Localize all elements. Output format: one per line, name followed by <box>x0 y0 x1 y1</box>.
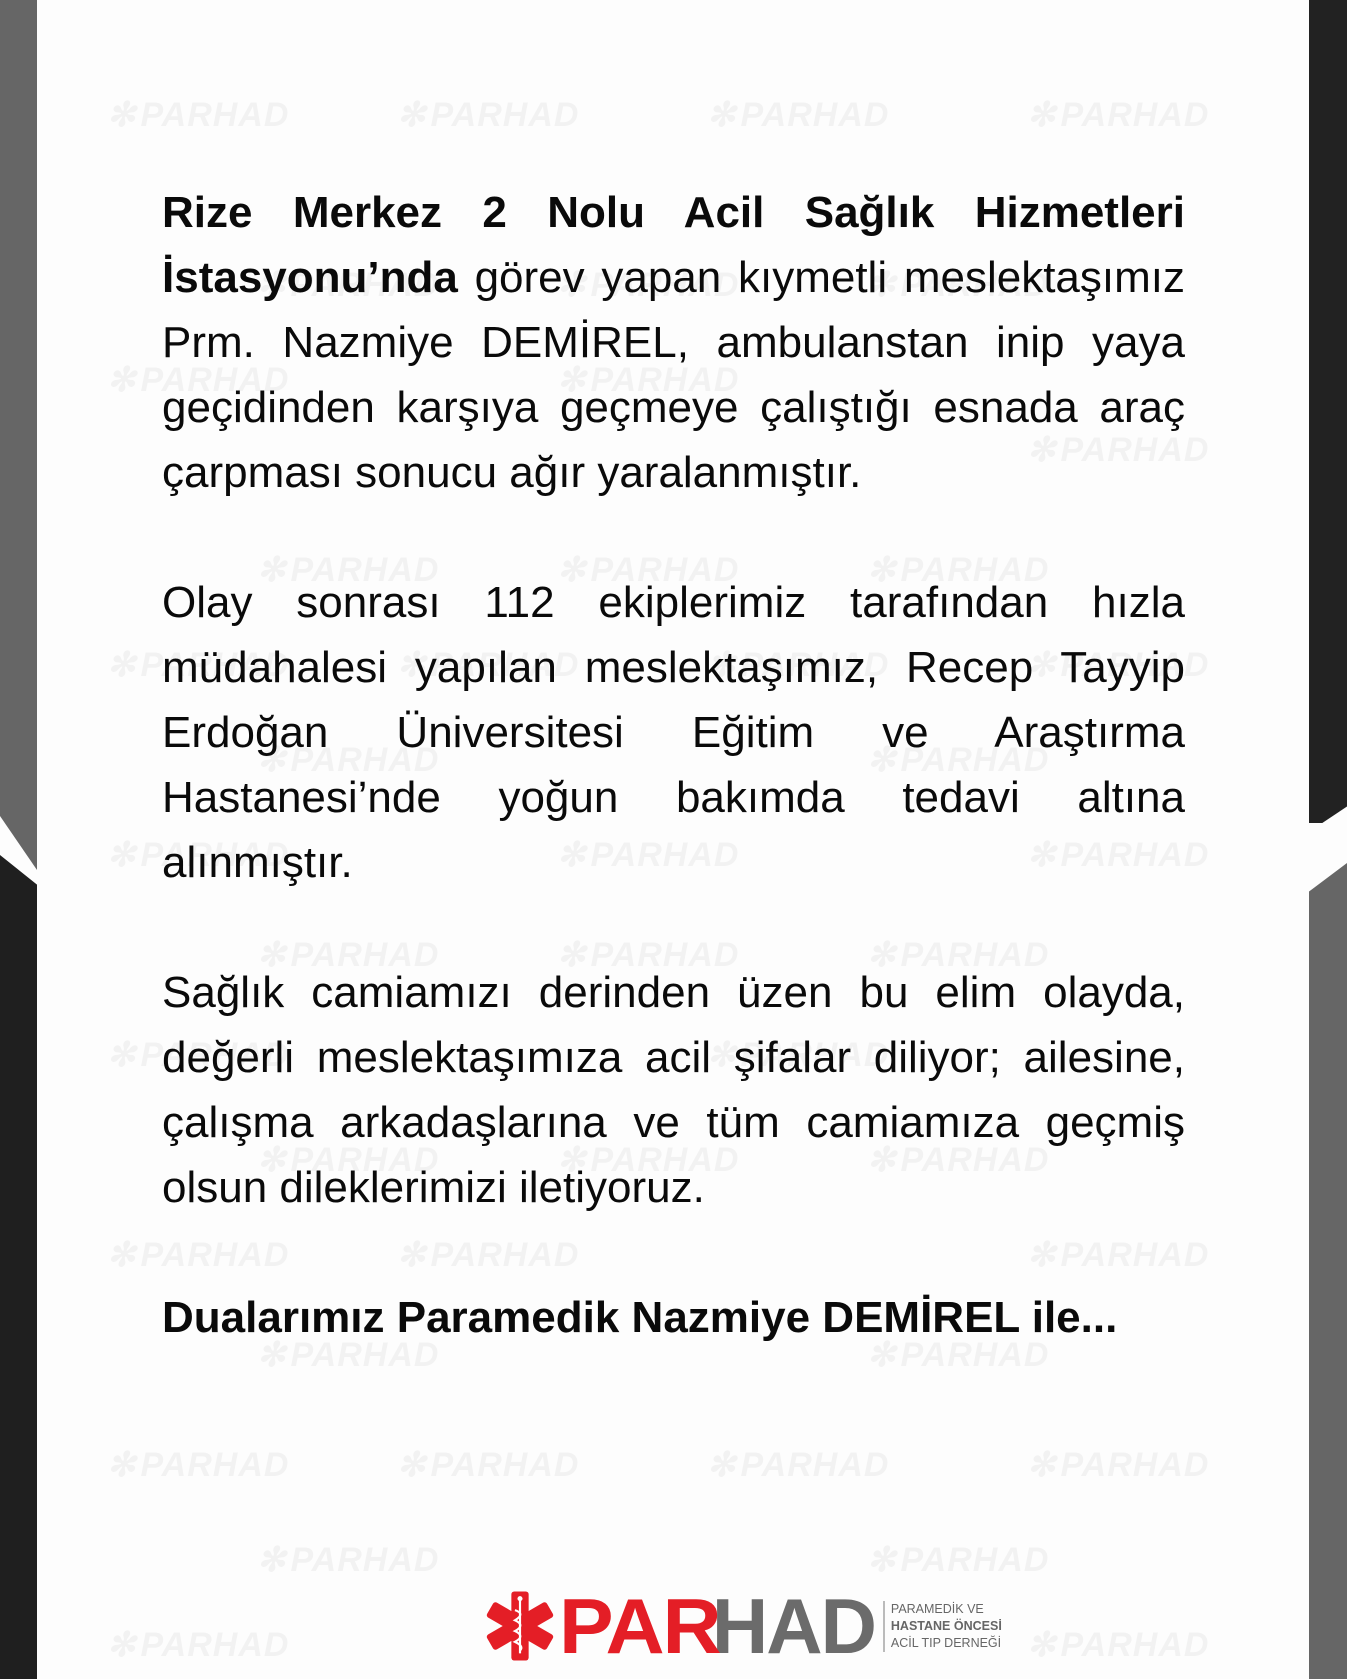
watermark-logo <box>257 1540 439 1580</box>
paragraph-incident <box>162 180 1185 505</box>
paragraph-incident-text: görev yapan kıymetli meslektaşımız Prm. Nazmiye DEMİREL, ambulanstan inip yaya geçidinden karşıya geçmeye çalıştığı esnada araç çarpması sonucu ağır yaralanmıştır. <box>162 253 1185 497</box>
frame-right-border <box>1309 0 1347 1679</box>
frame-right-bottom <box>1309 863 1347 1679</box>
watermark-logo <box>397 95 579 135</box>
logo-subtitle-line2: HASTANE ÖNCESİ <box>890 1618 1002 1633</box>
star-of-life-icon <box>483 1590 557 1662</box>
watermark-logo <box>867 1540 1049 1580</box>
announcement-body <box>162 180 1185 1350</box>
closing-line: Dualarımız Paramedik Nazmiye DEMİREL ile... <box>162 1293 1118 1342</box>
watermark-logo <box>1027 95 1209 135</box>
watermark-logo <box>107 1625 289 1665</box>
frame-right-top <box>1309 0 1347 823</box>
logo-subtitle <box>883 1601 1002 1652</box>
watermark-logo <box>107 1445 289 1485</box>
frame-left-border <box>0 0 37 1679</box>
paragraph-treatment: Olay sonrası 112 ekiplerimiz tarafından hızla müdahalesi yapılan meslektaşımız, Recep Tayyip Erdoğan Üniversitesi Eğitim ve Araştırma Hastanesi’nde yoğun bakımda tedavi altına alınmıştır. <box>162 578 1185 887</box>
watermark-logo <box>707 1445 889 1485</box>
paragraph-wishes: Sağlık camiamızı derinden üzen bu elim olayda, değerli meslektaşımıza acil şifalar diliyor; ailesine, çalışma arkadaşlarına ve tüm camiamıza geçmiş olsun dileklerimizi iletiyoruz. <box>162 968 1185 1212</box>
parhad-logo <box>483 1582 1002 1670</box>
watermark-logo <box>1027 1445 1209 1485</box>
watermark-logo <box>397 1445 579 1485</box>
logo-brand-par: PAR <box>559 1582 720 1670</box>
watermark-logo <box>107 95 289 135</box>
watermark-logo <box>1027 1625 1209 1665</box>
watermark-logo <box>707 95 889 135</box>
logo-brand-had: HAD <box>711 1582 875 1670</box>
logo-subtitle-line3: ACİL TIP DERNEĞİ <box>890 1635 1002 1650</box>
station-name: Rize Merkez 2 Nolu Acil Sağlık Hizmetleri İstasyonu’nda <box>162 188 1185 302</box>
frame-left-bottom <box>0 855 37 1679</box>
frame-left-top <box>0 0 37 870</box>
logo-subtitle-line1: PARAMEDİK VE <box>890 1601 984 1616</box>
